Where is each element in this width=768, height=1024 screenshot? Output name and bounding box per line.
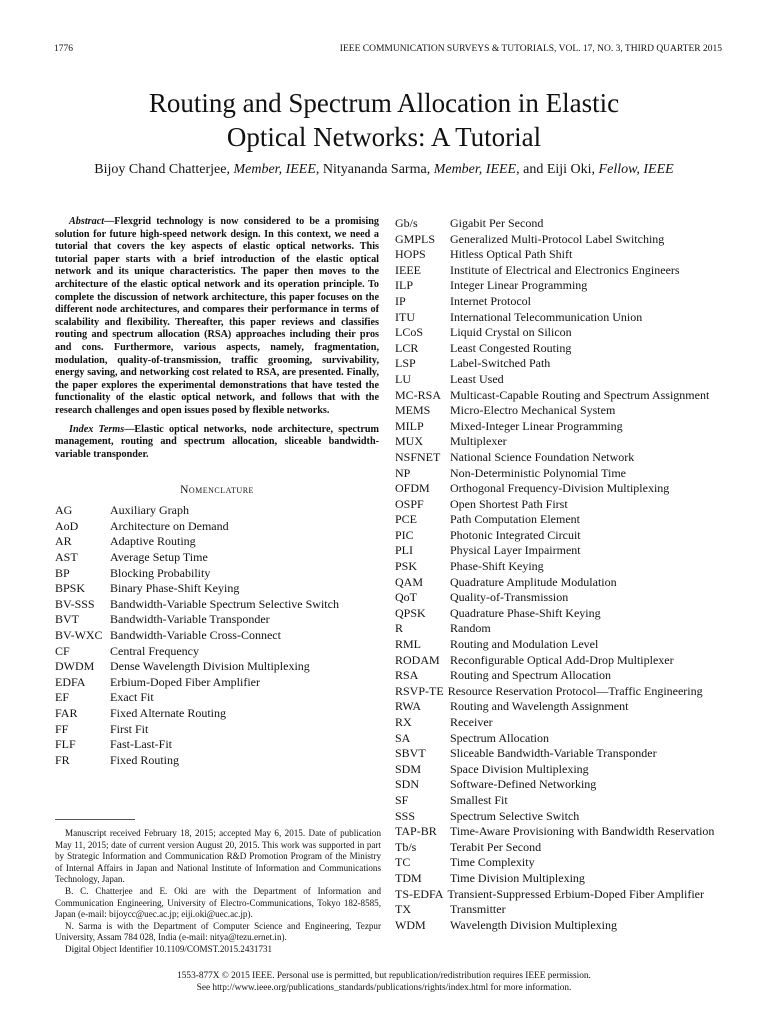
nomenclature-abbreviation: HOPS (395, 247, 426, 262)
nomenclature-abbreviation: RSVP-TE (395, 683, 444, 698)
nomenclature-entry (55, 519, 379, 535)
nomenclature-definition: Multiplexer (450, 434, 507, 449)
nomenclature-definition: Routing and Modulation Level (450, 637, 599, 652)
nomenclature-entry (395, 497, 721, 513)
nomenclature-definition: National Science Foundation Network (450, 449, 635, 464)
copyright-notice (0, 970, 768, 994)
nomenclature-definition: Quality-of-Transmission (450, 590, 569, 605)
nomenclature-entry (395, 528, 721, 544)
page-number: 1776 (54, 44, 73, 54)
nomenclature-definition: Integer Linear Programming (450, 278, 588, 293)
nomenclature-definition: Quadrature Phase-Shift Keying (450, 605, 601, 620)
nomenclature-abbreviation: TDM (395, 870, 422, 885)
nomenclature-entry (395, 575, 721, 591)
nomenclature-definition: Exact Fit (110, 690, 154, 705)
nomenclature-abbreviation: GMPLS (395, 231, 436, 246)
nomenclature-entry (55, 581, 379, 597)
nomenclature-abbreviation: LU (395, 371, 411, 386)
index-terms (55, 424, 379, 462)
nomenclature-entry (395, 840, 721, 856)
nomenclature-definition: Fast-Last-Fit (110, 737, 172, 752)
footnote-paragraph: N. Sarma is with the Department of Computer Science and Engineering, Tezpur University, Assam 784 028, India (e-mail: nitya@tezu.ernet.in). (55, 920, 381, 943)
nomenclature-definition: Smallest Fit (450, 792, 508, 807)
nomenclature-entry (55, 690, 379, 706)
nomenclature-entry (395, 263, 721, 279)
nomenclature-abbreviation: PSK (395, 559, 418, 574)
nomenclature-definition: Dense Wavelength Division Multiplexing (110, 659, 310, 674)
nomenclature-entry (395, 403, 721, 419)
nomenclature-definition: First Fit (110, 721, 149, 736)
nomenclature-abbreviation: PCE (395, 512, 418, 527)
nomenclature-entry (395, 637, 721, 653)
nomenclature-abbreviation: SDN (395, 777, 420, 792)
nomenclature-entry (55, 737, 379, 753)
nomenclature-entry (395, 450, 721, 466)
nomenclature-abbreviation: Gb/s (395, 216, 418, 230)
nomenclature-entry (395, 294, 721, 310)
nomenclature-abbreviation: LCoS (395, 325, 424, 340)
nomenclature-definition: Physical Layer Impairment (450, 543, 581, 558)
nomenclature-heading (55, 484, 379, 496)
author-membership: Member, IEEE (233, 162, 316, 177)
nomenclature-definition: Binary Phase-Shift Keying (110, 581, 240, 596)
nomenclature-definition: Time Division Multiplexing (450, 870, 585, 885)
nomenclature-entry (395, 481, 721, 497)
nomenclature-entry (395, 824, 721, 840)
nomenclature-definition: Reconfigurable Optical Add-Drop Multiplexer (450, 652, 674, 667)
nomenclature-definition: Receiver (450, 715, 493, 729)
title-line-2: Optical Networks: A Tutorial (226, 122, 542, 152)
nomenclature-entry (55, 550, 379, 566)
nomenclature-abbreviation: QoT (395, 590, 417, 605)
nomenclature-entry (395, 247, 721, 263)
nomenclature-definition: Bandwidth-Variable Cross-Connect (110, 628, 281, 643)
nomenclature-abbreviation: TAP-BR (395, 824, 437, 839)
footnote-paragraph: B. C. Chatterjee and E. Oki are with the Department of Information and Communication Engineering, University of Electro-Communications, Tokyo 182-8585, Japan (e-mail: bijoycc@uec.ac.jp; eiji.oki@uec.ac.jp). (55, 885, 381, 920)
nomenclature-abbreviation: Tb/s (395, 839, 417, 854)
nomenclature-definition: Least Used (450, 371, 504, 386)
nomenclature-abbreviation: R (395, 621, 404, 636)
author-membership: Member, IEEE (433, 162, 517, 177)
footnotes (55, 828, 381, 956)
nomenclature-abbreviation: RODAM (395, 652, 440, 667)
nomenclature-definition: Time-Aware Provisioning with Bandwidth Reservation (450, 824, 715, 839)
nomenclature-abbreviation: FAR (55, 706, 78, 720)
nomenclature-definition: Space Division Multiplexing (450, 761, 589, 776)
nomenclature-abbreviation: QPSK (395, 605, 426, 620)
nomenclature-abbreviation: SDM (395, 761, 422, 776)
nomenclature-entry (395, 310, 721, 326)
nomenclature-definition: Average Setup Time (110, 550, 208, 565)
nomenclature-abbreviation: TS-EDFA (395, 886, 444, 901)
nomenclature-list-right (395, 216, 721, 933)
nomenclature-abbreviation: WDM (395, 917, 426, 932)
nomenclature-entry (395, 918, 721, 934)
author-membership: Fellow, IEEE (598, 162, 674, 177)
nomenclature-entry (55, 659, 379, 675)
nomenclature-abbreviation: LSP (395, 356, 416, 371)
nomenclature-definition: Transmitter (450, 902, 506, 917)
nomenclature-entry (395, 606, 721, 622)
nomenclature-definition: Orthogonal Frequency-Division Multiplexing (450, 481, 670, 496)
nomenclature-definition: Central Frequency (110, 643, 199, 658)
nomenclature-entry (395, 699, 721, 715)
index-terms-label: Index Terms (69, 423, 125, 435)
nomenclature-abbreviation: TC (395, 855, 411, 870)
nomenclature-abbreviation: OFDM (395, 481, 430, 496)
nomenclature-abbreviation: BP (55, 565, 70, 580)
nomenclature-definition: Quadrature Amplitude Modulation (450, 574, 617, 589)
nomenclature-entry (395, 278, 721, 294)
nomenclature-definition: Gigabit Per Second (450, 216, 544, 230)
nomenclature-definition: Resource Reservation Protocol—Traffic Engineering (447, 683, 703, 698)
nomenclature-entry (395, 887, 721, 903)
nomenclature-entry (395, 746, 721, 762)
author-name: , and Eiji Oki, (516, 162, 599, 177)
nomenclature-abbreviation: TX (395, 902, 411, 917)
nomenclature-entry (395, 356, 721, 372)
nomenclature-abbreviation: BPSK (55, 581, 86, 596)
nomenclature-abbreviation: PLI (395, 543, 413, 558)
nomenclature-entry (395, 216, 721, 232)
nomenclature-abbreviation: OSPF (395, 496, 424, 511)
nomenclature-abbreviation: NP (395, 465, 411, 480)
nomenclature-abbreviation: AR (55, 534, 72, 549)
nomenclature-definition: Software-Defined Networking (450, 777, 597, 792)
nomenclature-abbreviation: ILP (395, 278, 413, 293)
nomenclature-definition: Path Computation Element (450, 512, 580, 527)
author-name: , Nityananda Sarma, (315, 162, 434, 177)
index-terms-text: —Elastic optical networks, node architecture, spectrum management, routing and spectrum allocation, sliceable bandwidth-variable transponder. (55, 423, 379, 460)
nomenclature-entry (55, 503, 379, 519)
nomenclature-abbreviation: SA (395, 730, 411, 745)
nomenclature-abbreviation: PIC (395, 527, 414, 542)
copyright-line-2: See http://www.ieee.org/publications_standards/publications/rights/index.html for more information. (196, 983, 572, 993)
nomenclature-abbreviation: RWA (395, 699, 422, 714)
nomenclature-entry (395, 325, 721, 341)
nomenclature-definition: Non-Deterministic Polynomial Time (450, 465, 626, 480)
nomenclature-definition: Phase-Shift Keying (450, 559, 544, 574)
nomenclature-abbreviation: MEMS (395, 403, 431, 418)
nomenclature-abbreviation: FR (55, 752, 70, 767)
nomenclature-abbreviation: AoD (55, 518, 79, 533)
nomenclature-definition: Hitless Optical Path Shift (450, 247, 573, 262)
nomenclature-entry (395, 543, 721, 559)
nomenclature-entry (55, 675, 379, 691)
nomenclature-abbreviation: CF (55, 643, 70, 658)
nomenclature-entry (395, 559, 721, 575)
nomenclature-entry (395, 777, 721, 793)
nomenclature-entry (395, 419, 721, 435)
nomenclature-abbreviation: AST (55, 550, 78, 565)
author-list (0, 162, 768, 178)
nomenclature-abbreviation: ITU (395, 309, 415, 324)
copyright-line-1: 1553-877X © 2015 IEEE. Personal use is permitted, but republication/redistribution requires IEEE permission. (177, 971, 591, 981)
nomenclature-abbreviation: NSFNET (395, 449, 441, 464)
nomenclature-definition: Spectrum Selective Switch (450, 808, 580, 823)
nomenclature-abbreviation: QAM (395, 574, 424, 589)
nomenclature-definition: Time Complexity (450, 855, 535, 870)
nomenclature-abbreviation: LCR (395, 340, 419, 355)
nomenclature-entry (395, 466, 721, 482)
nomenclature-definition: Terabit Per Second (450, 839, 542, 854)
footnote-rule (55, 819, 135, 820)
nomenclature-entry (395, 590, 721, 606)
nomenclature-entry (55, 597, 379, 613)
nomenclature-abbreviation: RML (395, 637, 422, 652)
nomenclature-definition: Liquid Crystal on Silicon (450, 325, 572, 340)
nomenclature-entry (395, 341, 721, 357)
nomenclature-entry (395, 871, 721, 887)
nomenclature-entry (55, 706, 379, 722)
left-column (55, 216, 379, 768)
footnote-paragraph: Digital Object Identifier 10.1109/COMST.2015.2431731 (65, 943, 273, 954)
nomenclature-abbreviation: BV-WXC (55, 628, 103, 643)
nomenclature-abbreviation: IP (395, 293, 406, 308)
nomenclature-abbreviation: DWDM (55, 659, 95, 674)
nomenclature-definition: Architecture on Demand (110, 518, 229, 533)
nomenclature-entry (395, 232, 721, 248)
abstract-label: Abstract (69, 216, 105, 227)
nomenclature-entry (395, 762, 721, 778)
nomenclature-definition: Bandwidth-Variable Spectrum Selective Switch (110, 596, 339, 611)
nomenclature-definition: Generalized Multi-Protocol Label Switching (450, 231, 665, 246)
nomenclature-entry (395, 793, 721, 809)
nomenclature-entry (395, 902, 721, 918)
nomenclature-definition: Blocking Probability (110, 565, 211, 580)
nomenclature-abbreviation: MUX (395, 434, 424, 449)
nomenclature-entry (395, 388, 721, 404)
nomenclature-definition: Label-Switched Path (450, 356, 551, 371)
nomenclature-abbreviation: BVT (55, 612, 79, 627)
nomenclature-definition: Bandwidth-Variable Transponder (110, 612, 270, 627)
nomenclature-definition: Adaptive Routing (110, 534, 196, 549)
nomenclature-entry (395, 653, 721, 669)
nomenclature-definition: Auxiliary Graph (110, 503, 189, 518)
nomenclature-abbreviation: SF (395, 792, 409, 807)
nomenclature-abbreviation: MILP (395, 418, 424, 433)
nomenclature-entry (395, 684, 721, 700)
nomenclature-definition: Mixed-Integer Linear Programming (450, 418, 623, 433)
nomenclature-entry (55, 644, 379, 660)
nomenclature-definition: Transient-Suppressed Erbium-Doped Fiber Amplifier (447, 886, 704, 901)
nomenclature-abbreviation: IEEE (395, 262, 421, 277)
nomenclature-abbreviation: FLF (55, 737, 76, 752)
nomenclature-abbreviation: SBVT (395, 746, 426, 761)
abstract-text: —Flexgrid technology is now considered to be a promising solution for future high-speed network design. In this context, we need a tutorial that covers the key aspects of elastic optical networks. This tutorial paper starts with a brief introduction of the elastic optical network and its unique characteristics. The paper then moves to the architecture of the elastic optical network and its operation principle. To complete the discussion of network architecture, this paper focuses on the different node architectures, and compares their performance in terms of scalability and flexibility. Thereafter, this paper reviews and classifies routing and spectrum allocation (RSA) approaches including their pros and cons. Furthermore, various aspects, namely, fragmentation, modulation, quality-of-transmission, traffic grooming, survivability, energy saving, and networking cost related to RSA, are presented. Finally, the paper explores the experimental demonstrations that have tested the functionality of the elastic optical network, and follows that with the research challenges and open issues posed by flexible networks. (55, 216, 379, 416)
abstract (55, 216, 379, 418)
nomenclature-entry (55, 628, 379, 644)
nomenclature-definition: Multicast-Capable Routing and Spectrum Assignment (450, 387, 710, 402)
nomenclature-abbreviation: BV-SSS (55, 596, 95, 611)
nomenclature-definition: Internet Protocol (450, 293, 531, 308)
nomenclature-entry (55, 722, 379, 738)
nomenclature-definition: Sliceable Bandwidth-Variable Transponder (450, 746, 657, 761)
nomenclature-definition: International Telecommunication Union (450, 309, 643, 324)
nomenclature-abbreviation: EDFA (55, 674, 86, 689)
nomenclature-entry (55, 753, 379, 769)
nomenclature-definition: Photonic Integrated Circuit (450, 527, 581, 542)
nomenclature-entry (395, 731, 721, 747)
nomenclature-definition: Wavelength Division Multiplexing (450, 917, 618, 932)
nomenclature-definition: Fixed Routing (110, 752, 180, 767)
title-line-1: Routing and Spectrum Allocation in Elastic (148, 88, 620, 118)
nomenclature-entry (55, 566, 379, 582)
nomenclature-definition: Routing and Spectrum Allocation (450, 668, 611, 683)
nomenclature-definition: Random (450, 621, 491, 636)
nomenclature-abbreviation: FF (55, 721, 69, 736)
footnote-paragraph: Manuscript received February 18, 2015; accepted May 6, 2015. Date of publication May 11, 2015; date of current version August 20, 2015. This work was supported in part by Strategic Information and Communication R&D Promotion Program of the Ministry of Internal Affairs in Japan and National Institute of Information and Communications Technology, Japan. (55, 828, 381, 885)
nomenclature-definition: Erbium-Doped Fiber Amplifier (110, 674, 260, 689)
nomenclature-definition: Spectrum Allocation (450, 730, 549, 745)
nomenclature-entry (395, 434, 721, 450)
right-column (395, 216, 721, 933)
nomenclature-entry (395, 512, 721, 528)
paper-title (0, 86, 768, 154)
nomenclature-entry (395, 809, 721, 825)
nomenclature-abbreviation: AG (55, 503, 73, 518)
nomenclature-abbreviation: RSA (395, 668, 419, 683)
nomenclature-definition: Routing and Wavelength Assignment (450, 699, 629, 714)
nomenclature-heading-text: Nomenclature (180, 484, 254, 497)
nomenclature-entry (395, 668, 721, 684)
nomenclature-entry (395, 855, 721, 871)
nomenclature-abbreviation: MC-RSA (395, 387, 442, 402)
journal-header: IEEE COMMUNICATION SURVEYS & TUTORIALS, VOL. 17, NO. 3, THIRD QUARTER 2015 (339, 44, 722, 54)
nomenclature-abbreviation: EF (55, 690, 70, 705)
nomenclature-entry (55, 612, 379, 628)
nomenclature-definition: Institute of Electrical and Electronics Engineers (450, 262, 680, 277)
nomenclature-definition: Micro-Electro Mechanical System (450, 403, 616, 418)
nomenclature-definition: Least Congested Routing (450, 340, 572, 355)
nomenclature-entry (55, 534, 379, 550)
nomenclature-list-left (55, 503, 379, 768)
nomenclature-abbreviation: RX (395, 715, 412, 729)
nomenclature-abbreviation: SSS (395, 808, 416, 823)
nomenclature-definition: Fixed Alternate Routing (110, 706, 226, 720)
nomenclature-definition: Open Shortest Path First (450, 496, 568, 511)
nomenclature-entry (395, 621, 721, 637)
author-name: Bijoy Chand Chatterjee, (94, 162, 234, 177)
nomenclature-entry (395, 372, 721, 388)
nomenclature-entry (395, 715, 721, 731)
